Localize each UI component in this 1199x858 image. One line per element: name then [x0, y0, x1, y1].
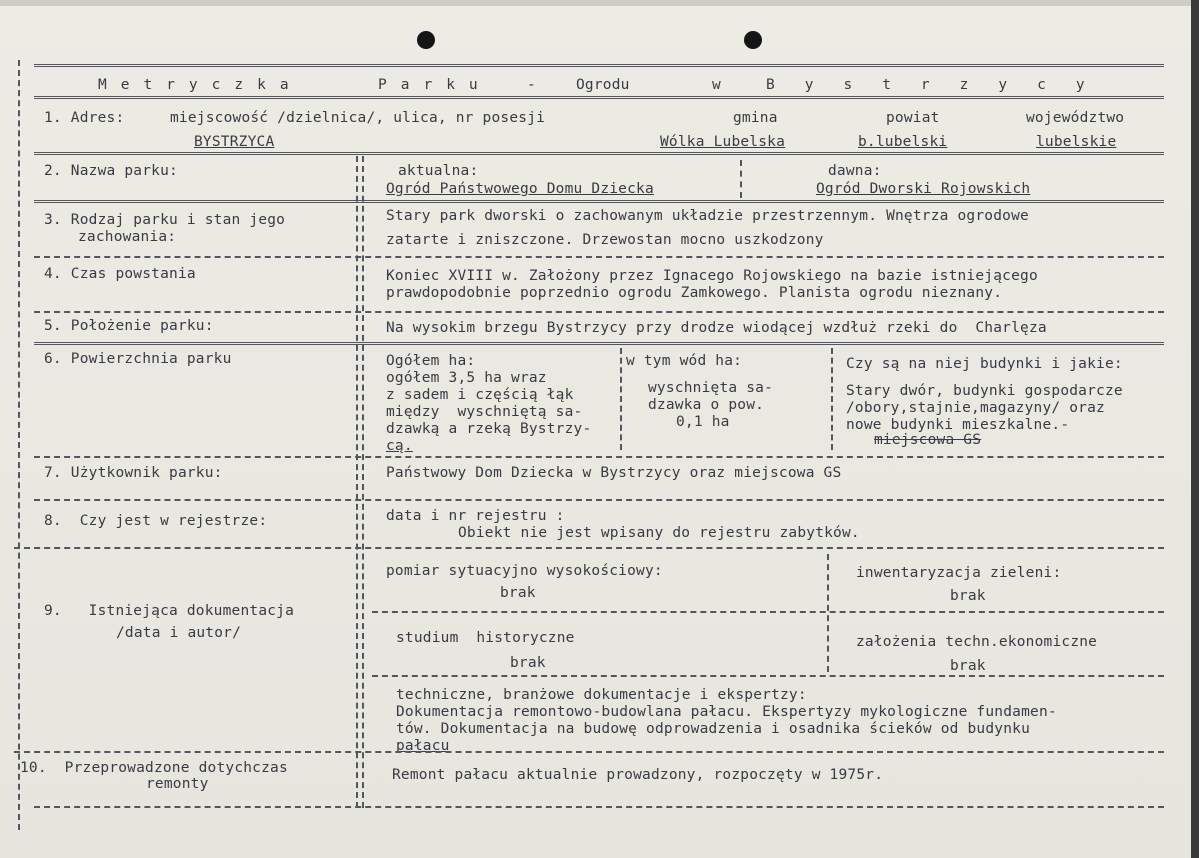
gmina-heading: gmina	[733, 110, 778, 126]
rule-row7	[34, 499, 1164, 501]
water-area-line1: wyschnięta sa-	[648, 380, 774, 396]
register-label: 8. Czy jest w rejestrze:	[44, 513, 268, 529]
creation-time-label: 4. Czas powstania	[44, 266, 196, 282]
current-name-value: Ogród Państwowego Domu Dziecka	[386, 181, 654, 197]
park-type-label-cont: zachowania:	[78, 229, 177, 245]
total-area-line3: między wyschniętą sa-	[386, 404, 583, 420]
repairs-text: Remont pałacu aktualnie prowadzony, rozpoczęty w 1975r.	[392, 767, 884, 783]
punch-hole-right	[744, 31, 762, 49]
repairs-label: 10. Przeprowadzone dotychczas	[20, 760, 288, 776]
rule-row6	[34, 456, 1164, 458]
rule-row8	[14, 547, 1164, 549]
park-type-text: Stary park dworski o zachowanym układzie przestrzennym. Wnętrza ogrodowe	[386, 208, 1029, 224]
economic-heading: założenia techn.ekonomiczne	[856, 634, 1098, 650]
history-study-heading: studium historyczne	[396, 630, 575, 646]
water-area-line3: 0,1 ha	[676, 414, 730, 430]
register-heading: data i nr rejestru :	[386, 508, 565, 524]
header-word-bystrzycy: Bystrzycy	[766, 77, 1115, 93]
park-name-label: 2. Nazwa parku:	[44, 163, 178, 179]
rule-row5	[34, 342, 1164, 345]
location-text: Na wysokim brzegu Bystrzycy przy drodze wiodącej wzdłuż rzeki do Charlęza	[386, 320, 1047, 336]
park-type-text-cont: zatarte i zniszczone. Drzewostan mocno uszkodzony	[386, 232, 824, 248]
powiat-heading: powiat	[886, 110, 940, 126]
rule-top	[34, 64, 1164, 67]
rule-doc-low	[372, 675, 1164, 677]
history-study-value: brak	[510, 655, 546, 671]
documentation-label: 9. Istniejąca dokumentacja	[44, 603, 295, 619]
total-area-line4: dzawką a rzeką Bystrzy-	[386, 421, 592, 437]
header-word-parku: Parku	[378, 77, 492, 93]
rule-row2	[34, 200, 1164, 203]
rule-bottom	[34, 806, 1164, 808]
creation-time-text: Koniec XVIII w. Założony przez Ignacego Rojowskiego na bazie istniejącego	[386, 268, 1038, 284]
buildings-line4-struck: miejscowa GS	[874, 432, 982, 448]
place-value: BYSTRZYCA	[194, 134, 275, 150]
buildings-heading: Czy są na niej budynki i jakie:	[846, 356, 1123, 372]
former-name-heading: dawna:	[828, 163, 882, 179]
repairs-label-cont: remonty	[146, 776, 209, 792]
area-divider-1	[620, 348, 622, 450]
area-label: 6. Powierzchnia parku	[44, 351, 232, 367]
register-text: Obiekt nie jest wpisany do rejestru zabytków.	[458, 525, 860, 541]
creation-time-text-cont: prawdopodobnie poprzednio ogrodu Zamkowego. Planista ogrodu nieznany.	[386, 285, 1003, 301]
greenery-heading: inwentaryzacja zieleni:	[856, 565, 1062, 581]
area-divider-2	[831, 348, 833, 450]
total-area-heading: Ogółem ha:	[386, 353, 476, 369]
wojewodztwo-heading: województwo	[1026, 110, 1125, 126]
column-divider	[356, 156, 364, 808]
total-area-line1: ogółem 3,5 ha wraz	[386, 370, 547, 386]
buildings-line1: Stary dwór, budynki gospodarcze	[846, 383, 1123, 399]
technical-doc-heading: techniczne, branżowe dokumentacje i ekspertzy:	[396, 687, 807, 703]
rule-doc-mid	[372, 611, 1164, 613]
punch-hole-left	[417, 31, 435, 49]
powiat-value: b.lubelski	[858, 134, 948, 150]
header-word-ogrodu: Ogrodu	[576, 77, 630, 93]
wojewodztwo-value: lubelskie	[1036, 134, 1117, 150]
total-area-line2: z sadem i częścią łąk	[386, 387, 574, 403]
park-type-label: 3. Rodzaj parku i stan jego	[44, 212, 286, 228]
header-word-w: w	[712, 77, 721, 93]
card-top-edge	[0, 0, 1199, 6]
current-name-heading: aktualna:	[398, 163, 479, 179]
name-divider	[740, 160, 742, 198]
buildings-line2: /obory,stajnie,magazyny/ oraz	[846, 400, 1105, 416]
user-text: Państwowy Dom Dziecka w Bystrzycy oraz miejscowa GS	[386, 465, 842, 481]
technical-doc-line2: tów. Dokumentacja na budowę odprowadzenia i osadnika ścieków od budynku	[396, 721, 1031, 737]
gmina-value: Wólka Lubelska	[660, 134, 786, 150]
location-label: 5. Położenie parku:	[44, 318, 214, 334]
rule-row9	[14, 751, 1164, 753]
rule-row3	[34, 256, 1164, 258]
greenery-value: brak	[950, 588, 986, 604]
address-columns-heading: miejscowość /dzielnica/, ulica, nr posesji	[170, 110, 546, 126]
header-word-metryczka: Metryczka	[98, 77, 303, 93]
total-area-line5: cą.	[386, 438, 413, 454]
former-name-value: Ogród Dworski Rojowskich	[816, 181, 1031, 197]
technical-doc-line3: pałacu	[396, 738, 450, 754]
header-dash: -	[527, 77, 536, 93]
user-label: 7. Użytkownik parku:	[44, 465, 223, 481]
left-border	[18, 60, 20, 830]
survey-heading: pomiar sytuacyjno wysokościowy:	[386, 563, 663, 579]
water-area-heading: w tym wód ha:	[626, 353, 743, 369]
survey-value: brak	[500, 585, 536, 601]
card-right-edge	[1191, 0, 1199, 858]
documentation-divider	[827, 554, 829, 672]
rule-row4	[34, 311, 1164, 313]
rule-header	[34, 96, 1164, 99]
documentation-label-cont: /data i autor/	[116, 625, 242, 641]
economic-value: brak	[950, 658, 986, 674]
water-area-line2: dzawka o pow.	[648, 397, 765, 413]
buildings-line3: nowe budynki mieszkalne.-	[846, 417, 1070, 433]
rule-row1	[34, 152, 1164, 155]
technical-doc-line1: Dokumentacja remontowo-budowlana pałacu. Ekspertyzy mykologiczne fundamen-	[396, 704, 1057, 720]
address-label: 1. Adres:	[44, 110, 125, 126]
